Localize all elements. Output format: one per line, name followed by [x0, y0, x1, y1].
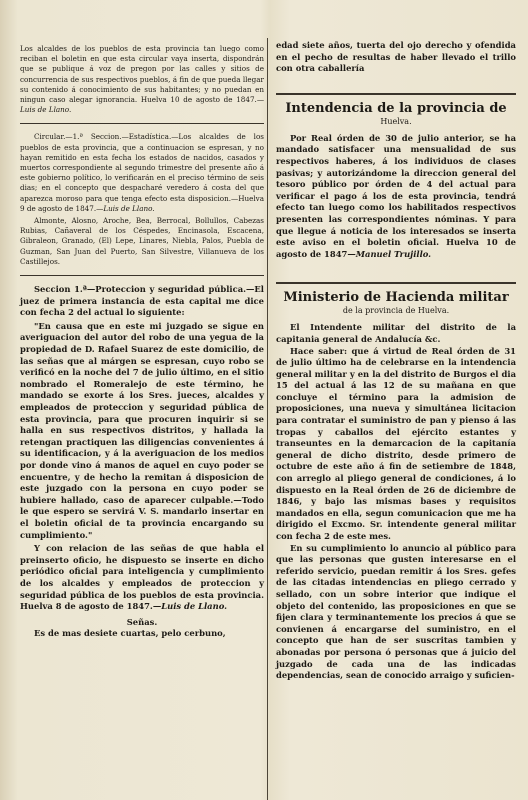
right-column: [276, 40, 516, 682]
section-rule: [20, 123, 264, 124]
senas-paragraph: Es de mas desiete cuartas, pelo cerbuno,: [34, 628, 226, 639]
column-divider: [267, 38, 268, 800]
disposicion-insercion-paragraph: Y con relacion de las señas de que habla el preinserto oficio, he dispuesto se inserte en dicho periódico oficial para inteligencia y cumplimiento de los alcaldes y empleados de proteccion y seguridad pública de los pueblos de esta provincia. Huelva 8 de agosto de 1847.—Luis de Llano.: [20, 543, 264, 612]
ministerio-hacienda-heading: Ministerio de Hacienda militar: [283, 290, 509, 306]
intendencia-heading: Intendencia de la provincia de: [285, 100, 507, 116]
senas-continuation-paragraph: edad siete años, tuerta del ojo derecho y ofendida en el pecho de resultas de haber llevado el trillo con otra caballería: [276, 40, 516, 74]
section-rule: [276, 93, 516, 95]
circular-estadistica-paragraph: Circular.—1.ª Seccion.—Estadística.—Los alcaldes de los pueblos de esta provincia, que a continuacion se espresan, y no hayan remitido en esta fecha los estados de nacidos, casados y muertos correspondiente al segundo trimestre del presente año á este gobierno político, lo verificarán en el preciso término de seis dias; en el concepto que despacharé verederо á costa del que aparezca moroso para que tenga efecto esta disposicion.—Huelva 9 de agosto de 1847.—Luis de Llano.: [20, 132, 264, 213]
intendente-militar-paragraph: El Intendente militar del distrito de la capitania general de Andalucía &c.: [276, 322, 516, 344]
pueblos-list-paragraph: Almonte, Alosno, Aroche, Bea, Berrocal, Bollullos, Cabezas Rubias, Cañaveral de los Céspedes, Encinasola, Escacena, Gibraleon, Granado, (El) Lepe, Linares, Niebla, Palos, Puebla de Guzman, San Juan del Puerto, San Silvestre, Villanueva de los Castillejos.: [20, 216, 264, 266]
intendencia-aviso-paragraph: Por Real órden de 30 de julio anterior, se ha mandado satisfacer una mensualidad de sus respectivos haberes, á los individuos de clases pasivas; y autorizándome la direccion general del tesoro público por órden de 4 del actual para verificar el pago á los de esta provincia, tendrá efecto tan luego como los habilitados respectivos presenten las correspondientes nóminas. Y para que llegue á noticia de los interesados se inserta este aviso en el boletin oficial. Huelva 10 de agosto de 1847—Manuel Trujillo.: [276, 132, 516, 259]
circular-pregon-paragraph: Los alcaldes de los pueblos de esta provincia tan luego como reciban el boletin en que esta circular vaya inserta, dispondrán que se publique á voz de pregon por las calles y sitios de concurrencia de sus respectivos pueblos, á fin de que pueda llegar su contenido á conocimiento de sus habitantes; y no puedan en ningun caso alegar ignorancia. Huelva 10 de agosto de 1847.—Luis de Llano.: [20, 44, 264, 115]
section-rule: [276, 282, 516, 284]
oficio-robo-yegua-paragraph: "En causa que en este mi juzgado se sigue en averiguacion del autor del robo de una yegua de la propiedad de D. Rafael Suarez de este domicilio, de las señas que al márgen se espresan, cuyo robo se verificó en la noche del 7 de julio último, en el sitio nombrado el Romeralejo de este término, he mandado se exorte á los Sres. jueces, alcaldes y empleados de proteccion y seguridad pública de esta provincia, para que procuren inquirir si se halla en sus respectivos distritos, y hallada la retengan practiquen las diligencias convenientes á su identificacion, y á la averiguacion de los medios por donde vino á manos de aquel en cuyo poder se encuentre, y de hecho la remitan á disposicion de este juzgado con la persona en cuyo poder se hubiere hallado, caso de aparecer culpable.—Todo le que espero se servirá V. S. mandarlo insertar en el boletin oficial de ta provincia encargando su cumplimiento.": [20, 320, 264, 540]
hace-saber-paragraph: Hace saber: que á virtud de Real órden de 31 de julio último ha de celebrarse en la intendencia general militar y en la del distrito de Burgos el dia 15 del actual á las 12 de su mañana en que concluye el término para la admision de proposiciones, una nueva y simultánea licitacion para contratar el suministro de pan y pienso á las tropas y caballos del ejército estantes y transeuntes en la demarcacion de la capitanía general de dicho distrito, desde primero de octubre de este año á fin de setiembre de 1848, con arreglo al pliego general de condiciones, á lo dispuesto en la Real órden de 26 de diciembre de 1846, y bajo las mismas bases y requisitos mandados en ella, segun comunicacion que me ha dirigido el Excmo. Sr. intendente general militar con fecha 2 de este mes.: [276, 345, 516, 541]
senas-heading: Señas.: [126, 616, 158, 627]
intendencia-subheading: Huelva.: [380, 116, 412, 126]
ministerio-hacienda-subheading: de la provincia de Huelva.: [342, 306, 450, 316]
seccion-proteccion-paragraph: Seccion 1.ª—Proteccion y seguridad pública.—El juez de primera instancia de esta capital me dice con fecha 2 del actual lo siguiente:: [20, 284, 264, 318]
section-rule: [20, 275, 264, 276]
cumplimiento-anuncio-paragraph: En su cumplimiento lo anuncio al público para que las personas que gusten interesarse en el referido servicio, puedan remitir á los Sres. gefes de las citadas intendencias en pliego cerrado y sellado, con un sobre interior que indique el objeto del contenido, las proposiciones en que se fijen clara y terminantemente los precios á que se convienen á encargarse del suministro, en el concepto que han de ser suscritas tambien y abonadas por persona ó personas que á juicio del juzgado de cada una de las indicadas dependencias, sean de conocido arraigo y suficien-: [276, 542, 516, 681]
left-column: [20, 44, 264, 640]
